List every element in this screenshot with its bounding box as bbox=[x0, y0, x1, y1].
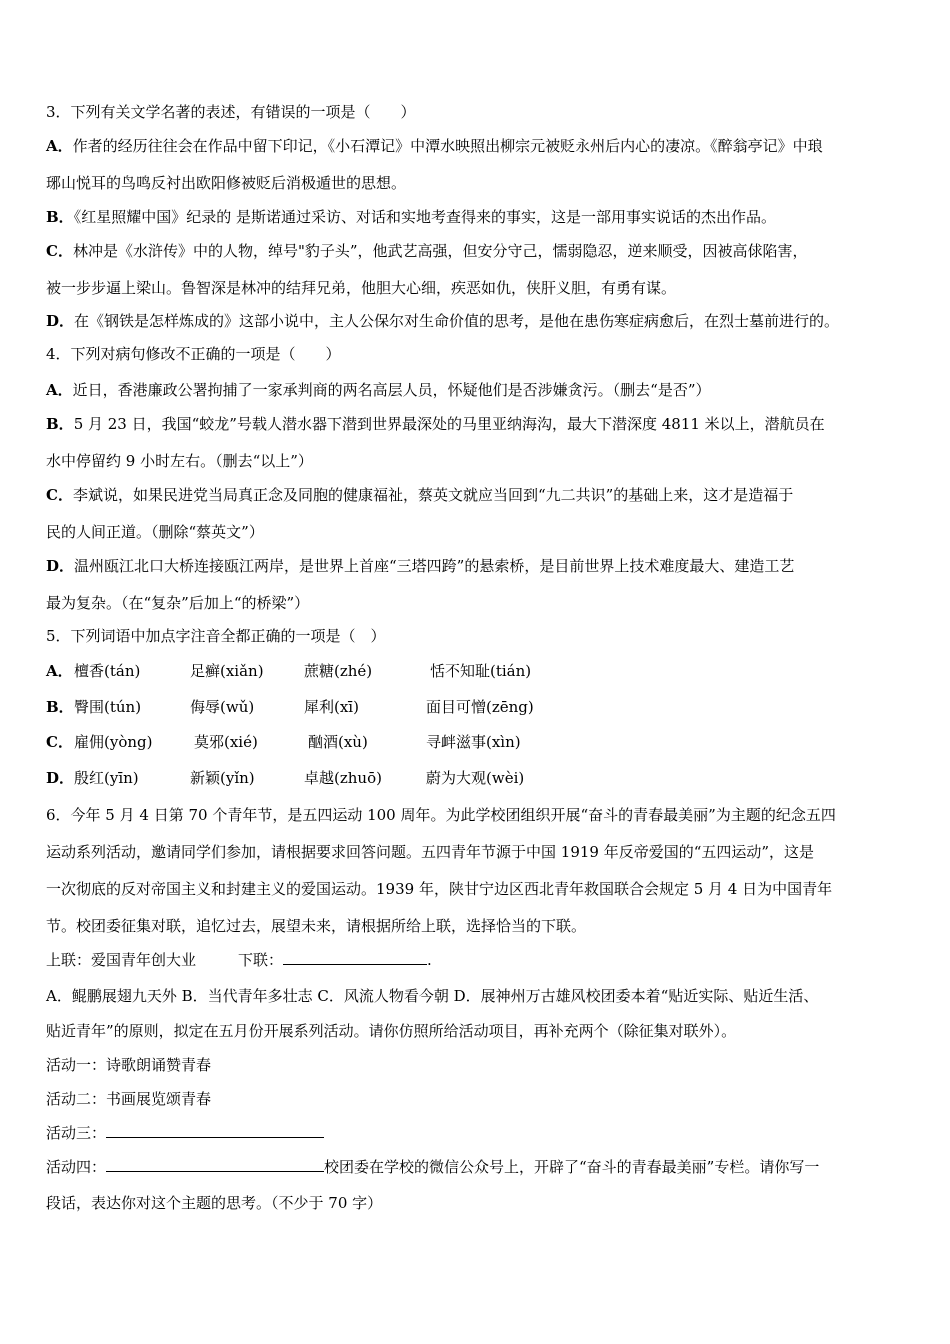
activity-4-blank[interactable] bbox=[106, 1157, 324, 1172]
word-1: 雇佣(yòng) bbox=[74, 733, 153, 751]
activity-2: 活动二：书画展览颂青春 bbox=[46, 1090, 212, 1108]
option-label: A． bbox=[46, 662, 73, 680]
option-label: A． bbox=[46, 381, 73, 399]
option-label: C． bbox=[46, 242, 73, 260]
word-1: 臀围(tún) bbox=[74, 698, 142, 716]
option-label: D． bbox=[46, 557, 75, 575]
q3-stem: 3．下列有关文学名著的表述，有错误的一项是（ ） bbox=[46, 103, 416, 121]
couplet-lower-blank[interactable] bbox=[283, 950, 427, 965]
q3-option-d bbox=[46, 311, 839, 331]
word-3: 蔗糖(zhé) bbox=[304, 662, 373, 680]
q6-para-1: 6．今年 5 月 4 日第 70 个青年节，是五四运动 100 周年。为此学校团组织开展“奋斗的青春最美丽”为主题的纪念五四 bbox=[46, 806, 836, 824]
option-label: A． bbox=[46, 137, 73, 155]
q3-option-b bbox=[46, 207, 776, 227]
q4-option-c-cont: 民的人间正道。（删除“蔡英文”） bbox=[46, 523, 264, 541]
word-4: 寻衅滋事(xìn) bbox=[426, 733, 521, 751]
word-2: 莫邪(xié) bbox=[194, 733, 258, 751]
word-1: 檀香(tán) bbox=[74, 662, 141, 680]
q6-options-cont: 贴近青年”的原则，拟定在五月份开展系列活动。请你仿照所给活动项目，再补充两个（除征集对联外）。 bbox=[46, 1022, 737, 1040]
q6-couplet bbox=[46, 950, 432, 970]
q3-option-a-cont: 琊山悦耳的鸟鸣反衬出欧阳修被贬后消极遁世的思想。 bbox=[46, 174, 407, 192]
word-1: 殷红(yīn) bbox=[74, 769, 139, 787]
q5-stem: 5．下列词语中加点字注音全都正确的一项是（ ） bbox=[46, 627, 386, 645]
word-4: 面目可憎(zēng) bbox=[426, 698, 534, 716]
q4-option-c bbox=[46, 485, 793, 505]
activity-3 bbox=[46, 1123, 324, 1143]
q5-option-a bbox=[46, 661, 906, 683]
q3-option-c-cont: 被一步步逼上梁山。鲁智深是林冲的结拜兄弟，他胆大心细，疾恶如仇，侠肝义胆，有勇有谋。 bbox=[46, 279, 677, 297]
q6-para-3: 一次彻底的反对帝国主义和封建主义的爱国运动。1939 年，陕甘宁边区西北青年救国联合会规定 5 月 4 日为中国青年 bbox=[46, 880, 833, 898]
option-label: D． bbox=[46, 312, 75, 330]
q5-option-b bbox=[46, 697, 906, 719]
word-3: 酗酒(xù) bbox=[308, 733, 368, 751]
option-text: 5 月 23 日，我国“蛟龙”号载人潜水器下潜到世界最深处的马里亚纳海沟，最大下潜深度 4811 米以上，潜航员在 bbox=[73, 415, 825, 433]
word-2: 足癣(xiǎn) bbox=[190, 662, 264, 680]
option-text: 在《钢铁是怎样炼成的》这部小说中，主人公保尔对生命价值的思考，是他在患伤寒症病愈后，在烈士墓前进行的。 bbox=[74, 312, 840, 330]
activity-4-tail: 校团委在学校的微信公众号上，开辟了“奋斗的青春最美丽”专栏。请你写一 bbox=[324, 1158, 820, 1176]
q3-option-a bbox=[46, 136, 823, 156]
word-3: 卓越(zhuō) bbox=[304, 769, 382, 787]
q3-option-c bbox=[46, 241, 808, 261]
option-text: 作者的经历往往会在作品中留下印记，《小石潭记》中潭水映照出柳宗元被贬永州后内心的凄凉。《醉翁亭记》中琅 bbox=[72, 137, 823, 155]
q4-option-a bbox=[46, 380, 710, 400]
option-text: 《红星照耀中国》纪录的 是斯诺通过采访、对话和实地考查得来的事实，这是一部用事实说话的杰出作品。 bbox=[73, 208, 776, 226]
couplet-lower-label: 下联： bbox=[238, 951, 284, 969]
q6-final-prompt: 段话，表达你对这个主题的思考。（不少于 70 字） bbox=[46, 1194, 383, 1212]
option-label: B． bbox=[46, 415, 74, 433]
word-4: 恬不知耻(tián) bbox=[430, 662, 532, 680]
option-text: 温州瓯江北口大桥连接瓯江两岸，是世界上首座“三塔四跨”的悬索桥，是目前世界上技术难度最大、建造工艺 bbox=[74, 557, 795, 575]
option-label: B． bbox=[46, 698, 74, 716]
word-2: 侮辱(wǔ) bbox=[190, 698, 255, 716]
q4-stem: 4．下列对病句修改不正确的一项是（ ） bbox=[46, 345, 341, 363]
q4-option-b bbox=[46, 414, 825, 434]
activity-3-label: 活动三： bbox=[46, 1124, 107, 1142]
q5-option-d bbox=[46, 768, 906, 790]
couplet-upper: 上联：爱国青年创大业 bbox=[46, 951, 197, 969]
q4-option-d-cont: 最为复杂。（在“复杂”后加上“的桥梁”） bbox=[46, 594, 310, 612]
q6-options: A．鲲鹏展翅九天外 B．当代青年多壮志 C．风流人物看今朝 D．展神州万古雄风校团委本着“贴近实际、贴近生活、 bbox=[46, 987, 819, 1005]
activity-1: 活动一：诗歌朗诵赞青春 bbox=[46, 1056, 212, 1074]
option-label: B． bbox=[46, 208, 74, 226]
word-2: 新颖(yǐn) bbox=[190, 769, 255, 787]
option-text: 近日，香港廉政公署拘捕了一家承判商的两名高层人员，怀疑他们是否涉嫌贪污。（删去“是否”） bbox=[72, 381, 711, 399]
option-label: C． bbox=[46, 733, 73, 751]
activity-4-label: 活动四： bbox=[46, 1158, 107, 1176]
q6-para-2: 运动系列活动，邀请同学们参加，请根据要求回答问题。五四青年节源于中国 1919 年反帝爱国的“五四运动”，这是 bbox=[46, 843, 815, 861]
option-label: C． bbox=[46, 486, 73, 504]
couplet-end: . bbox=[427, 951, 432, 969]
activity-4 bbox=[46, 1157, 819, 1177]
option-text: 李斌说，如果民进党当局真正念及同胞的健康福祉，蔡英文就应当回到“九二共识”的基础上来，这才是造福于 bbox=[72, 486, 794, 504]
option-label: D． bbox=[46, 769, 75, 787]
q6-para-4: 节。校团委征集对联，追忆过去，展望未来，请根据所给上联，选择恰当的下联。 bbox=[46, 917, 587, 935]
option-text: 林冲是《水浒传》中的人物，绰号"豹子头”，他武艺高强，但安分守己，懦弱隐忍，逆来顺受，因被高俅陷害， bbox=[72, 242, 808, 260]
q4-option-d bbox=[46, 556, 794, 576]
activity-3-blank[interactable] bbox=[106, 1123, 324, 1138]
q5-option-c bbox=[46, 732, 906, 754]
word-4: 蔚为大观(wèi) bbox=[426, 769, 525, 787]
word-3: 犀利(xī) bbox=[304, 698, 359, 716]
q4-option-b-cont: 水中停留约 9 小时左右。（删去“以上”） bbox=[46, 452, 313, 470]
